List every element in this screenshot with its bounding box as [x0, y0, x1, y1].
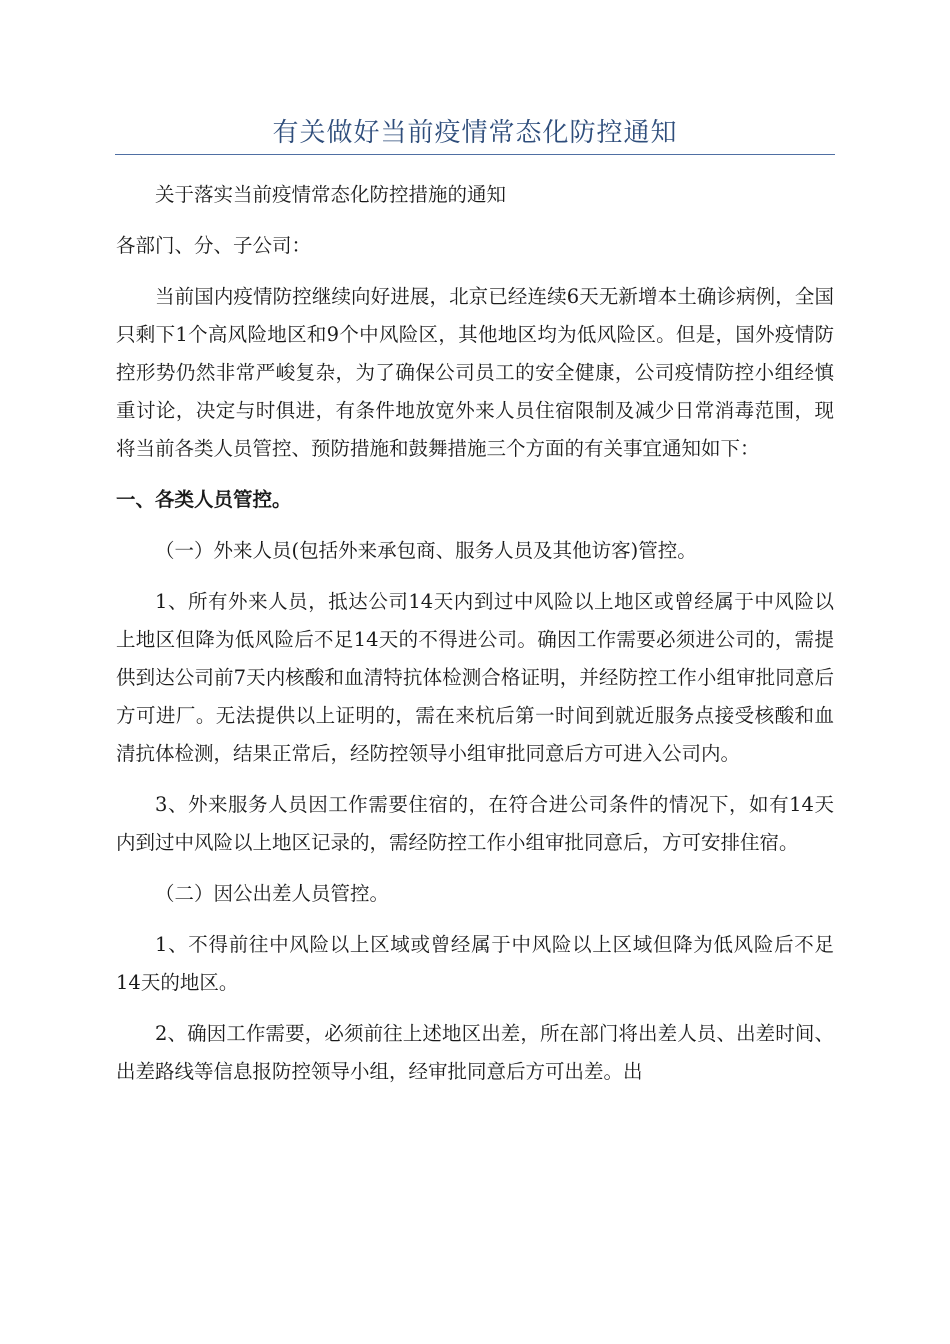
paragraph-external-item-1: 1、所有外来人员，抵达公司14天内到过中风险以上地区或曾经属于中风险以上地区但降为低风险后不足14天的不得进公司。确因工作需要必须进公司的，需提供到达公司前7天内核酸和血清特抗体检测合格证明，并经防控工作小组审批同意后方可进厂。无法提供以上证明的，需在来杭后第一时间到就近服务点接受核酸和血清抗体检测，结果正常后，经防控领导小组审批同意后方可进入公司内。 — [116, 590, 834, 765]
paragraph-external-item-3: 3、外来服务人员因工作需要住宿的，在符合进公司条件的情况下，如有14天内到过中风险以上地区记录的，需经防控工作小组审批同意后，方可安排住宿。 — [116, 793, 834, 854]
title-underline — [115, 154, 835, 155]
paragraph-travel-item-2: 2、确因工作需要，必须前往上述地区出差，所在部门将出差人员、出差时间、出差路线等信息报防控领导小组，经审批同意后方可出差。出 — [116, 1022, 834, 1083]
document-subtitle: 关于落实当前疫情常态化防控措施的通知 — [155, 183, 507, 206]
subsection-heading-external-personnel: （一）外来人员(包括外来承包商、服务人员及其他访客)管控。 — [155, 539, 697, 562]
document-title: 有关做好当前疫情常态化防控通知 — [272, 118, 678, 148]
document-body — [116, 176, 834, 1104]
subsection-heading-business-travel: （二）因公出差人员管控。 — [155, 882, 390, 905]
intro-paragraph: 当前国内疫情防控继续向好进展，北京已经连续6天无新增本土确诊病例，全国只剩下1个高风险地区和9个中风险区，其他地区均为低风险区。但是，国外疫情防控形势仍然非常严峻复杂，为了确保公司员工的安全健康，公司疫情防控小组经慎重讨论，决定与时俱进，有条件地放宽外来人员住宿限制及减少日常消毒范围，现将当前各类人员管控、预防措施和鼓舞措施三个方面的有关事宜通知如下： — [116, 285, 834, 460]
section-heading-personnel-control: 一、各类人员管控。 — [116, 488, 292, 511]
salutation: 各部门、分、子公司： — [116, 234, 312, 257]
paragraph-travel-item-1: 1、不得前往中风险以上区域或曾经属于中风险以上区域但降为低风险后不足14天的地区。 — [116, 933, 834, 994]
